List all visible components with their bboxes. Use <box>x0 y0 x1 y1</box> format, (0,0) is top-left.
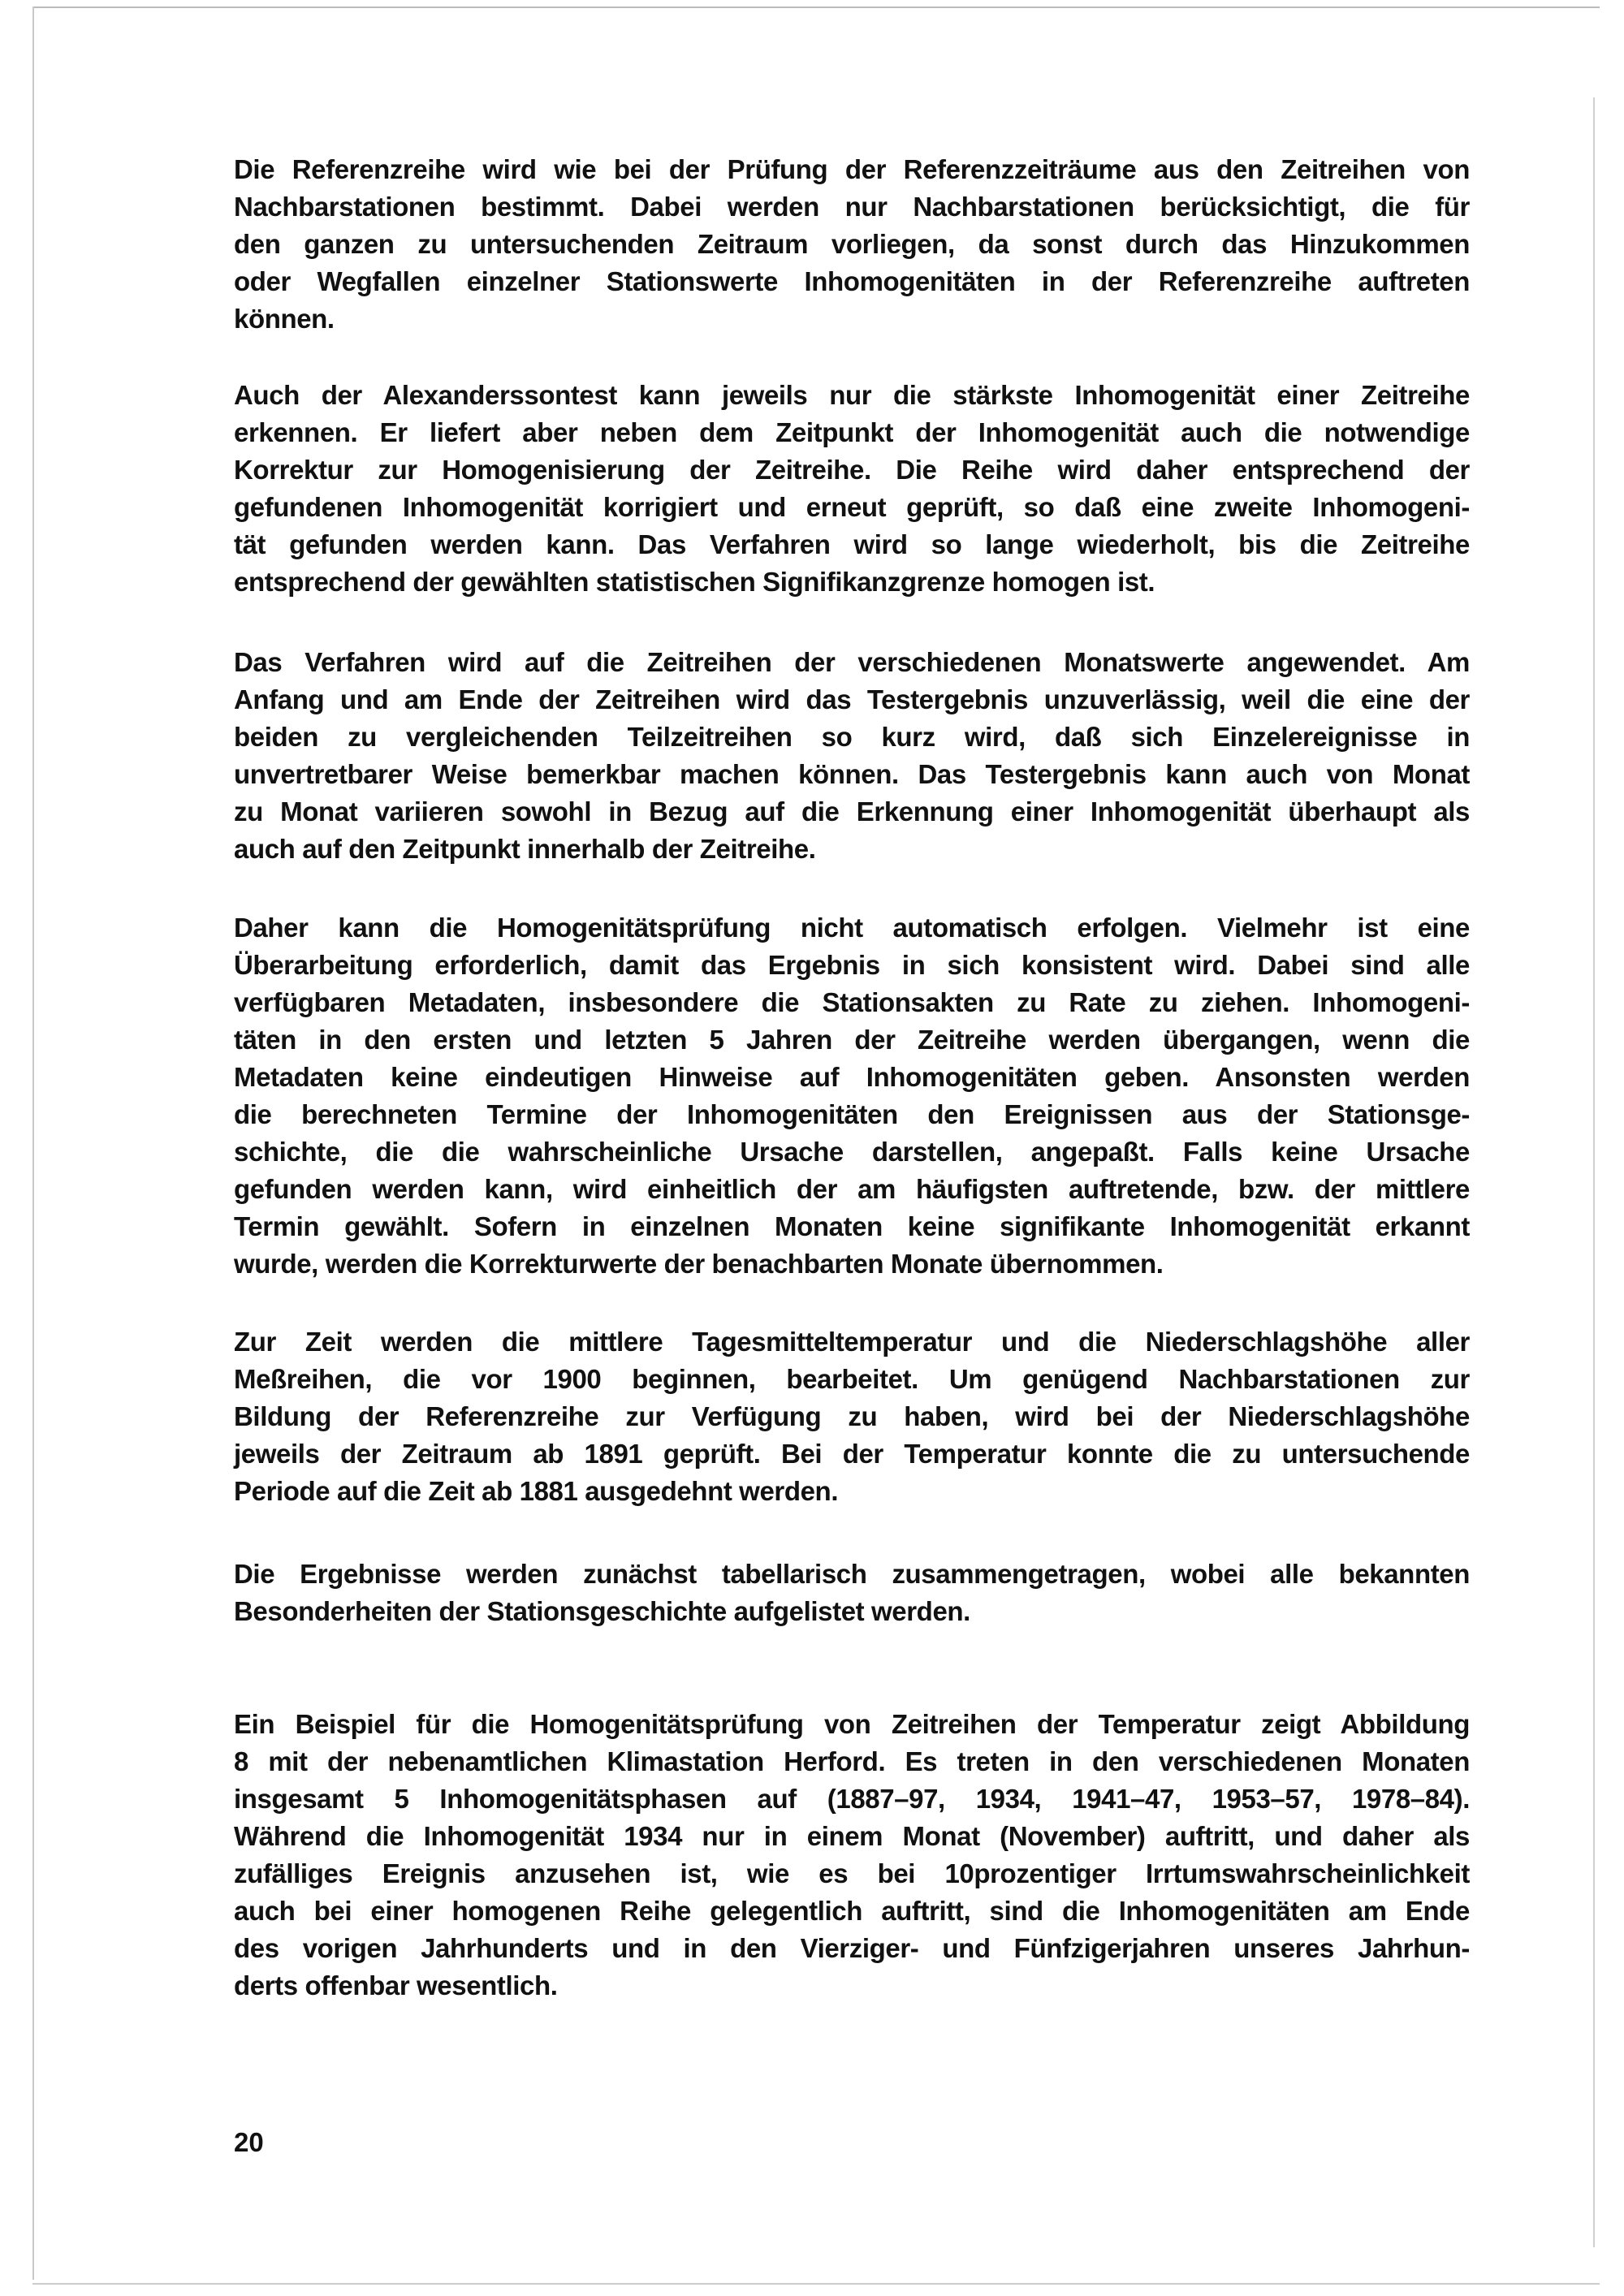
text-line: Besonderheiten der Stationsgeschichte aufgelistet werden. <box>234 1596 970 1626</box>
text-line: insgesamt 5 Inhomogenitätsphasen auf (1887–97, 1934, 1941–47, 1953–57, 1978–84). <box>234 1784 1470 1814</box>
text-line: Termin gewählt. Sofern in einzelnen Monaten keine signifikante Inhomogenität erkannt <box>234 1211 1470 1241</box>
text-line: Metadaten keine eindeutigen Hinweise auf Inhomogenitäten geben. Ansonsten werden <box>234 1062 1470 1092</box>
text-line: täten in den ersten und letzten 5 Jahren der Zeitreihe werden übergangen, wenn die <box>234 1025 1470 1055</box>
text-line: 8 mit der nebenamtlichen Klimastation Herford. Es treten in den verschiedenen Monaten <box>234 1746 1470 1776</box>
text-line: Auch der Alexanderssontest kann jeweils nur die stärkste Inhomogenität einer Zeitreihe <box>234 380 1470 410</box>
text-line: Zur Zeit werden die mittlere Tagesmitteltemperatur und die Niederschlagshöhe aller <box>234 1327 1470 1357</box>
text-line: entsprechend der gewählten statistischen Signifikanzgrenze homogen ist. <box>234 567 1155 597</box>
text-line: Ein Beispiel für die Homogenitätsprüfung von Zeitreihen der Temperatur zeigt Abbildung <box>234 1709 1470 1739</box>
scan-edge-top <box>32 6 1600 8</box>
text-line: gefundenen Inhomogenität korrigiert und erneut geprüft, so daß eine zweite Inhomogeni- <box>234 492 1470 522</box>
text-line: derts offenbar wesentlich. <box>234 1970 558 2000</box>
text-line: Das Verfahren wird auf die Zeitreihen der verschiedenen Monatswerte angewendet. Am <box>234 647 1470 677</box>
scan-edge-right <box>1593 97 1595 2247</box>
text-line: des vorigen Jahrhunderts und in den Vierziger- und Fünfzigerjahren unseres Jahrhun- <box>234 1933 1470 1963</box>
text-line: oder Wegfallen einzelner Stationswerte Inhomogenitäten in der Referenzreihe auftreten <box>234 266 1470 296</box>
text-line: Überarbeitung erforderlich, damit das Ergebnis in sich konsistent wird. Dabei sind alle <box>234 950 1470 980</box>
text-line: Korrektur zur Homogenisierung der Zeitreihe. Die Reihe wird daher entsprechend der <box>234 455 1470 485</box>
text-line: auch bei einer homogenen Reihe gelegentlich auftritt, sind die Inhomogenitäten am Ende <box>234 1896 1470 1926</box>
text-line: jeweils der Zeitraum ab 1891 geprüft. Bei der Temperatur konnte die zu untersuchende <box>234 1439 1470 1469</box>
scan-edge-left <box>32 6 34 2280</box>
text-line: Nachbarstationen bestimmt. Dabei werden nur Nachbarstationen berücksichtigt, die für <box>234 192 1470 222</box>
text-line: zu Monat variieren sowohl in Bezug auf die Erkennung einer Inhomogenität überhaupt als <box>234 796 1470 826</box>
text-line: verfügbaren Metadaten, insbesondere die Stationsakten zu Rate zu ziehen. Inhomogeni- <box>234 987 1470 1017</box>
paragraph-2 <box>234 377 1470 601</box>
paragraph-7 <box>234 1706 1470 2005</box>
text-line: Die Ergebnisse werden zunächst tabellarisch zusammengetragen, wobei alle bekannten <box>234 1559 1470 1589</box>
text-line: zufälliges Ereignis anzusehen ist, wie es bei 10prozentiger Irrtumswahrscheinlichkeit <box>234 1858 1470 1888</box>
text-line: die berechneten Termine der Inhomogenitäten den Ereignissen aus der Stationsge- <box>234 1099 1470 1129</box>
text-line: wurde, werden die Korrekturwerte der benachbarten Monate übernommen. <box>234 1249 1164 1279</box>
page-number: 20 <box>234 2127 264 2157</box>
text-line: auch auf den Zeitpunkt innerhalb der Zeitreihe. <box>234 834 816 864</box>
text-line: Periode auf die Zeit ab 1881 ausgedehnt werden. <box>234 1476 839 1506</box>
text-line: können. <box>234 304 335 334</box>
paragraph-6 <box>234 1556 1470 1630</box>
paragraph-1 <box>234 151 1470 338</box>
text-line: Die Referenzreihe wird wie bei der Prüfung der Referenzzeiträume aus den Zeitreihen von <box>234 154 1470 184</box>
text-line: erkennen. Er liefert aber neben dem Zeitpunkt der Inhomogenität auch die notwendige <box>234 417 1470 447</box>
text-line: tät gefunden werden kann. Das Verfahren wird so lange wiederholt, bis die Zeitreihe <box>234 529 1470 559</box>
text-line: den ganzen zu untersuchenden Zeitraum vorliegen, da sonst durch das Hinzukommen <box>234 229 1470 259</box>
paragraph-5 <box>234 1323 1470 1510</box>
text-line: schichte, die die wahrscheinliche Ursache darstellen, angepaßt. Falls keine Ursache <box>234 1137 1470 1167</box>
text-line: Bildung der Referenzreihe zur Verfügung zu haben, wird bei der Niederschlagshöhe <box>234 1401 1470 1431</box>
text-line: gefunden werden kann, wird einheitlich der am häufigsten auftretende, bzw. der mittlere <box>234 1174 1470 1204</box>
paragraph-4 <box>234 909 1470 1283</box>
paragraph-3 <box>234 644 1470 868</box>
text-line: unvertretbarer Weise bemerkbar machen können. Das Testergebnis kann auch von Monat <box>234 759 1470 789</box>
text-line: Daher kann die Homogenitätsprüfung nicht automatisch erfolgen. Vielmehr ist eine <box>234 913 1470 943</box>
text-line: Während die Inhomogenität 1934 nur in einem Monat (November) auftritt, und daher als <box>234 1821 1470 1851</box>
text-line: Anfang und am Ende der Zeitreihen wird das Testergebnis unzuverlässig, weil die eine der <box>234 684 1470 714</box>
scan-edge-bottom <box>32 2283 1600 2285</box>
text-line: Meßreihen, die vor 1900 beginnen, bearbeitet. Um genügend Nachbarstationen zur <box>234 1364 1470 1394</box>
text-line: beiden zu vergleichenden Teilzeitreihen so kurz wird, daß sich Einzelereignisse in <box>234 722 1470 752</box>
